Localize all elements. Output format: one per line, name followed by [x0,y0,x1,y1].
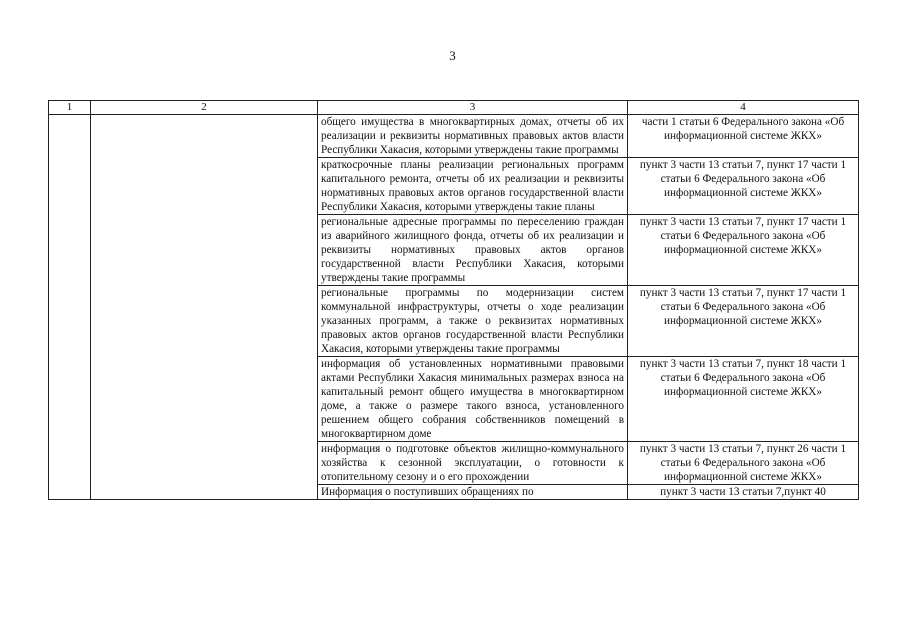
table-cell-law-ref: пункт 3 части 13 статьи 7, пункт 18 части 1 статьи 6 Федерального закона «Об информационной системе ЖКХ» [628,357,859,442]
table-row [49,115,859,158]
column-header: 3 [318,101,628,115]
column-header: 1 [49,101,91,115]
table-header-row [49,101,859,115]
column-header: 2 [91,101,318,115]
table-cell-law-ref: пункт 3 части 13 статьи 7,пункт 40 [628,485,859,500]
table-cell-law-ref: пункт 3 части 13 статьи 7, пункт 17 части 1 статьи 6 Федерального закона «Об информационной системе ЖКХ» [628,158,859,215]
table-cell-info: Информация о поступивших обращениях по [318,485,628,500]
page-number: 3 [449,48,456,63]
table-cell-law-ref: пункт 3 части 13 статьи 7, пункт 17 части 1 статьи 6 Федерального закона «Об информационной системе ЖКХ» [628,215,859,286]
table-cell-info: информация о подготовке объектов жилищно-коммунального хозяйства к сезонной эксплуатации, о готовности к отопительному сезону и о его прохождении [318,442,628,485]
column-header: 4 [628,101,859,115]
table-cell-info: краткосрочные планы реализации региональных программ капитального ремонта, отчеты об их реализации и реквизиты нормативных правовых актов органов государственной власти Республики Хакасия, которыми утверждены такие планы [318,158,628,215]
table-cell-info: региональные программы по модернизации систем коммунальной инфраструктуры, отчеты о ходе реализации указанных программ, а также о реквизитах нормативных правовых актов органов государственной власти Республики Хакасия, которыми утверждены такие программы [318,286,628,357]
table-cell-info: региональные адресные программы по переселению граждан из аварийного жилищного фонда, отчеты об их реализации и реквизиты нормативных правовых актов органов государственной власти Республики Хакасия, которыми утверждены такие программы [318,215,628,286]
table-cell-law-ref: пункт 3 части 13 статьи 7, пункт 17 части 1 статьи 6 Федерального закона «Об информационной системе ЖКХ» [628,286,859,357]
table-cell-info: информация об установленных нормативными правовыми актами Республики Хакасия минимальных размерах взноса на капитальный ремонт общего имущества в многоквартирном доме, а также о размере такого взноса, установленного решением общего собрания собственников помещений в многоквартирном доме [318,357,628,442]
table-cell-law-ref: пункт 3 части 13 статьи 7, пункт 26 части 1 статьи 6 Федерального закона «Об информационной системе ЖКХ» [628,442,859,485]
table-cell-law-ref: части 1 статьи 6 Федерального закона «Об информационной системе ЖКХ» [628,115,859,158]
table-cell-col2 [91,115,318,500]
document-table [48,100,859,500]
table-cell-col1 [49,115,91,500]
table-cell-info: общего имущества в многоквартирных домах, отчеты об их реализации и реквизиты нормативных правовых актов власти Республики Хакасия, которыми утверждены такие программы [318,115,628,158]
